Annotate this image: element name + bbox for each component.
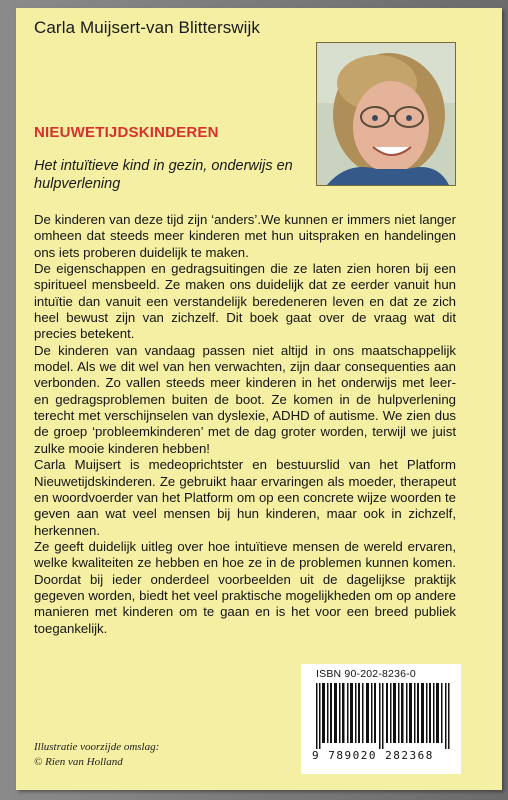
credit-line: Illustratie voorzijde omslag:	[34, 741, 160, 753]
author-photo	[316, 42, 456, 186]
blurb-paragraph: De kinderen van deze tijd zijn ‘anders’.We kunnen er immers niet langer omheen dat steeds meer kinderen met hun uitspraken en handelingen ons iets proberen duidelijk te maken.	[34, 212, 456, 260]
book-title: NIEUWETIJDSKINDEREN	[34, 124, 219, 141]
illustration-credit	[34, 740, 159, 770]
blurb-text	[34, 212, 456, 637]
barcode-graphic	[316, 683, 454, 749]
isbn-label: ISBN 90-202-8236-0	[316, 668, 416, 680]
author-name: Carla Muijsert-van Blitterswijk	[34, 18, 261, 37]
blurb-paragraph: De kinderen van vandaag passen niet altijd in ons maatschappelijk model. Als we dit wel van hen verwachten, zijn daar consequenties aan verbonden. Zo vallen steeds meer kinderen in het onderwijs met leer- en gedragsproblemen buiten de boot. Ze komen in de hulpverlening terecht met verschijnselen van dyslexie, ADHD of autisme. We zien dus de groep ‘probleemkinderen’ met de dag groter worden, terwijl we juist zulke mooie kinderen hebben!	[34, 342, 456, 456]
blurb-paragraph: De eigenschappen en gedragsuitingen die ze laten zien horen bij een spiritueel mensbeeld. Ze maken ons duidelijk dat ze eerder vanuit hun intuïtie dan vanuit een verstandelijk beredeneren leven en dat ze zich heel bewust zijn van zichzelf. Dit boek gaat over de vraag wat dit precies betekent.	[34, 261, 456, 342]
author-portrait-image	[317, 43, 455, 185]
barcode-number: 9 789020 282368	[312, 749, 434, 762]
blurb-paragraph: Carla Muijsert is medeoprichtster en bestuurslid van het Platform Nieuwetijdskinderen. Ze gebruikt haar ervaringen als moeder, therapeut en woordvoerder van het Platform om op een concrete wijze woorden te geven aan wat veel mensen bij hun kinderen, maar ook in zichzelf, herkennen.	[34, 457, 456, 538]
credit-line: © Rien van Holland	[34, 756, 123, 768]
book-subtitle: Het intuïtieve kind in gezin, onderwijs en hulpverlening	[34, 158, 293, 192]
blurb-paragraph: Ze geeft duidelijk uitleg over hoe intuïtieve mensen de wereld ervaren, welke kwaliteiten ze hebben en hoe ze in de problemen kunnen komen. Doordat bij ieder onderdeel voorbeelden uit de dagelijkse praktijk gegeven worden, biedt het veel praktische mogelijkheden om op andere manieren met kinderen om te gaan en is het voor een breed publiek toegankelijk.	[34, 538, 456, 636]
